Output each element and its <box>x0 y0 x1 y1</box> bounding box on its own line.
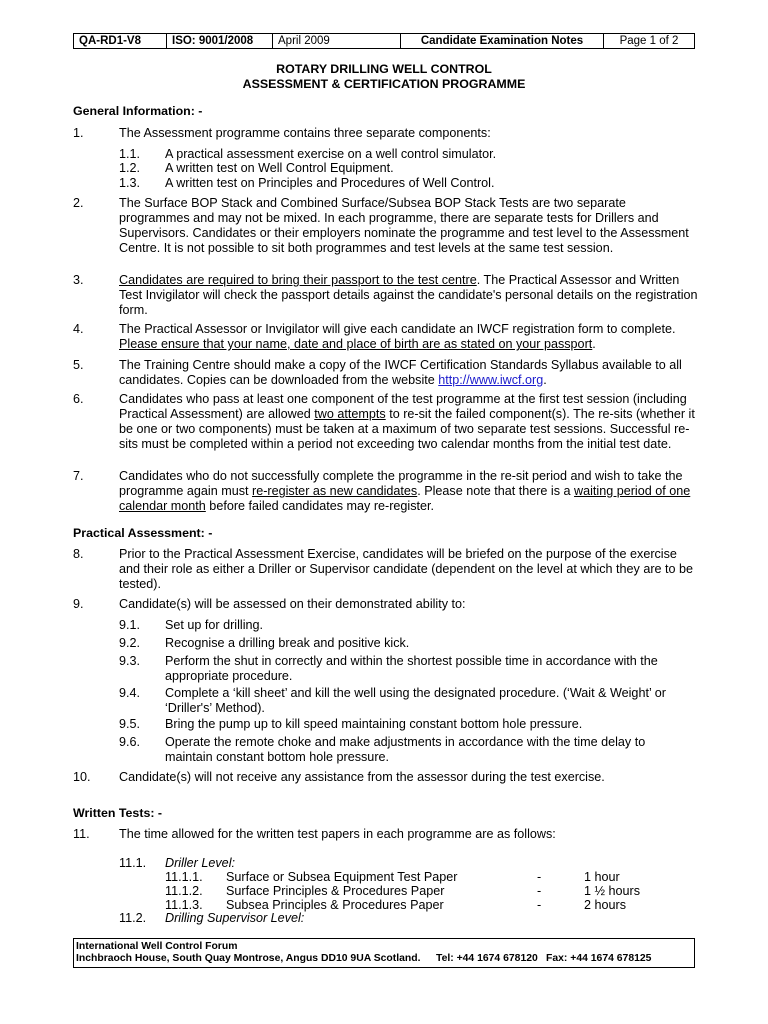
item-text: Candidate(s) will not receive any assistance from the assessor during the test exercise. <box>119 770 605 784</box>
page-number: Page 1 of 2 <box>619 35 679 47</box>
item-text-start: Candidates who pass at least one component of the test programme at the first test session (including Practical Assessment) are allowed <box>119 392 687 421</box>
item-number: 5. <box>73 358 84 372</box>
item-number: 11.1.2. <box>165 884 203 898</box>
item-text-end: . <box>592 337 596 351</box>
item-text <box>119 358 699 388</box>
item-text-start: The Practical Assessor or Invigilator will give each candidate an IWCF registration form to complete. <box>119 322 676 336</box>
item-number: 1.2. <box>119 161 141 175</box>
item-text <box>119 392 699 452</box>
item-number: 11. <box>73 827 90 841</box>
paper-name: Subsea Principles & Procedures Paper <box>226 898 444 912</box>
item-number: 2. <box>73 196 84 210</box>
item-number: 9.1. <box>119 618 141 632</box>
item-text: The time allowed for the written test papers in each programme are as follows: <box>119 827 556 841</box>
item-text: Operate the remote choke and make adjustments in accordance with the time delay to maintain constant bottom hole pressure. <box>165 735 646 764</box>
item-number: 6. <box>73 392 84 406</box>
item-text <box>119 469 699 514</box>
item-text-mid: . Please note that there is a <box>417 484 575 498</box>
item-text: Drilling Supervisor Level: <box>165 911 305 925</box>
footer-contact-row <box>76 953 692 965</box>
item-number: 1.3. <box>119 176 141 190</box>
section-heading-written: Written Tests: - <box>73 806 163 820</box>
title-line-2: ASSESSMENT & CERTIFICATION PROGRAMME <box>242 77 526 91</box>
doc-date: April 2009 <box>273 34 401 48</box>
item-number: 11.1.1. <box>165 870 203 884</box>
paper-duration: 1 ½ hours <box>584 884 641 898</box>
footer-fax: Fax: +44 1674 678125 <box>546 953 652 964</box>
item-number: 1.1. <box>119 147 141 161</box>
title-line-1: ROTARY DRILLING WELL CONTROL <box>276 62 492 76</box>
item-number: 11.1. <box>119 856 147 870</box>
paper-duration: 2 hours <box>584 898 627 912</box>
iwcf-website-link[interactable]: http://www.iwcf.org <box>438 373 544 387</box>
item-number: 9.6. <box>119 735 141 749</box>
separator-dash: - <box>537 884 542 898</box>
item-text: Prior to the Practical Assessment Exercise, candidates will be briefed on the purpose of the exercise and their role as either a Driller or Supervisor candidate (dependent on the level at which they are to be tested). <box>119 547 694 591</box>
section-heading-general: General Information: - <box>73 104 203 118</box>
iso-standard: ISO: 9001/2008 <box>167 34 273 48</box>
item-text: The Surface BOP Stack and Combined Surface/Subsea BOP Stack Tests are two separate programmes and may not be mixed. In each programme, there are separate tests for Drillers and Supervisors. Candidates or their employers nominate the programme and test level to the Assessment Centre. It is not possible to sit both programmes and test levels at the same test session. <box>119 196 689 255</box>
item-text-end: before failed candidates may re-register. <box>205 499 435 513</box>
item-number: 9.2. <box>119 636 141 650</box>
item-text: Candidate(s) will be assessed on their demonstrated ability to: <box>119 597 466 611</box>
doc-title: Candidate Examination Notes <box>401 34 604 48</box>
item-text-start: Candidates who do not successfully complete the programme in the re-sit period and wish to take the programme again must <box>119 469 683 498</box>
item-number: 9.5. <box>119 717 141 731</box>
separator-dash: - <box>537 870 542 884</box>
item-text: Bring the pump up to kill speed maintaining constant bottom hole pressure. <box>165 717 583 731</box>
item-text: The Assessment programme contains three separate components: <box>119 126 491 140</box>
item-number: 7. <box>73 469 84 483</box>
item-text-start: The Training Centre should make a copy of the IWCF Certification Standards Syllabus available to all candidates. Copies can be downloaded from the website <box>119 358 682 387</box>
item-number: 4. <box>73 322 84 336</box>
passport-requirement: Candidates are required to bring their passport to the test centre <box>119 273 477 287</box>
item-text: Driller Level: <box>165 856 235 870</box>
section-heading-practical: Practical Assessment: - <box>73 526 213 540</box>
item-number: 11.2. <box>119 911 147 925</box>
item-text <box>119 273 699 318</box>
paper-duration: 1 hour <box>584 870 620 884</box>
paper-name: Surface Principles & Procedures Paper <box>226 884 445 898</box>
separator-dash: - <box>537 898 542 912</box>
re-register-note: re-register as new candidates <box>252 484 418 498</box>
paper-name: Surface or Subsea Equipment Test Paper <box>226 870 458 884</box>
footer-org: International Well Control Forum <box>76 941 238 952</box>
two-attempts: two attempts <box>314 407 386 421</box>
header-table <box>73 33 695 49</box>
item-number: 10. <box>73 770 91 784</box>
footer-address: Inchbraoch House, South Quay Montrose, Angus DD10 9UA Scotland. <box>76 953 421 964</box>
item-text: Perform the shut in correctly and within the shortest possible time in accordance with the appropriate procedure. <box>165 654 658 683</box>
item-text: Recognise a drilling break and positive kick. <box>165 636 410 650</box>
doc-ref: QA-RD1-V8 <box>74 34 167 48</box>
item-number: 9.3. <box>119 654 141 668</box>
item-number: 11.1.3. <box>165 898 203 912</box>
item-number: 9.4. <box>119 686 141 700</box>
item-text-end: . <box>543 373 547 387</box>
item-text: Set up for drilling. <box>165 618 264 632</box>
item-number: 1. <box>73 126 84 140</box>
passport-details-note: Please ensure that your name, date and place of birth are as stated on your passport <box>119 337 593 351</box>
footer-tel: Tel: +44 1674 678120 <box>436 953 538 964</box>
item-number: 9. <box>73 597 84 611</box>
item-text-rest: . The Practical Assessor and Written Test Invigilator will check the passport details against the candidate's personal details on the registration form. <box>119 273 698 317</box>
item-number: 8. <box>73 547 84 561</box>
item-text: A written test on Principles and Procedures of Well Control. <box>165 176 495 190</box>
item-text <box>119 322 699 352</box>
item-text: A written test on Well Control Equipment. <box>165 161 394 175</box>
footer-box <box>73 938 695 968</box>
item-number: 3. <box>73 273 84 287</box>
item-text: Complete a ‘kill sheet’ and kill the well using the designated procedure. (‘Wait & Weight’ or ‘Driller's’ Method). <box>165 686 666 715</box>
item-text-rest: to re-sit the failed component(s). The re-sits (whether it be one or two components) must be taken at a maximum of two separate test sessions. Successful re-sits must be completed within a period not exceeding two calendar months from the initial test date. <box>119 407 695 451</box>
waiting-period-note: waiting period of one calendar month <box>119 484 691 513</box>
item-text: A practical assessment exercise on a well control simulator. <box>165 147 497 161</box>
